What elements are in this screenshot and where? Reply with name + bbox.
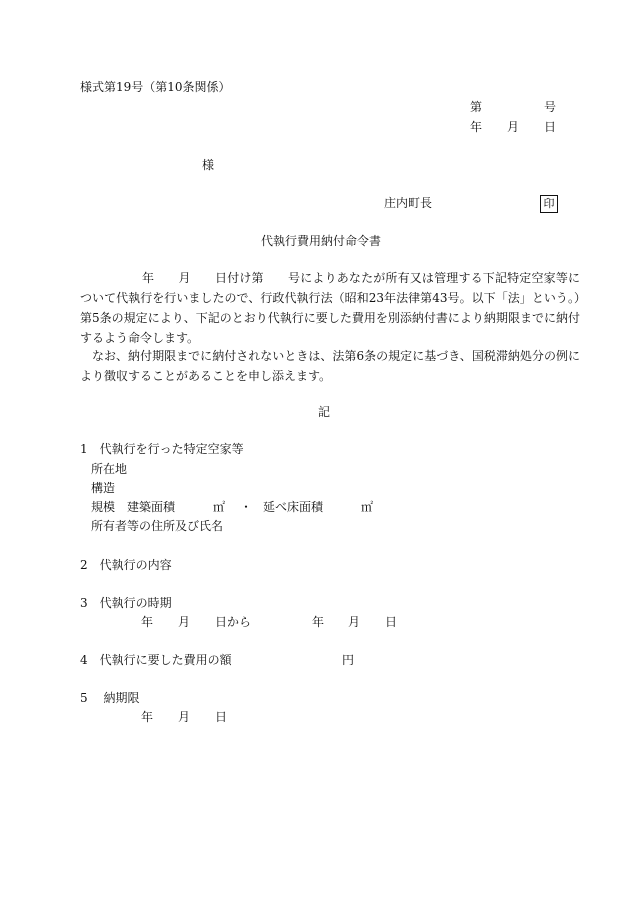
seal-stamp: 印 [540,195,558,213]
item1-floor-area-label: 延べ床面積 [263,500,324,514]
ki-heading: 記 [318,405,331,419]
item4-heading: 4 代執行に要した費用の額 [80,653,232,667]
issuer-name: 庄内町長 [384,196,433,210]
item3-from-month: 月 [178,615,191,629]
doc-date-year: 年 [470,120,483,134]
addressee-suffix: 様 [202,158,215,172]
doc-number-go: 号 [544,100,557,114]
item5-heading: 5 納期限 [80,691,140,705]
item1-owner-label: 所有者等の住所及び氏名 [91,519,224,533]
item3-to-month: 月 [348,615,361,629]
doc-date-month: 月 [507,120,520,134]
item1-separator: ・ [240,500,253,514]
item1-structure-label: 構造 [91,481,116,495]
item4-yen-unit: 円 [342,653,355,667]
document-title: 代執行費用納付命令書 [261,234,382,248]
doc-number-dai: 第 [470,100,483,114]
item3-to-year: 年 [312,615,325,629]
item3-from-day: 日から [215,615,252,629]
item3-from-year: 年 [141,615,154,629]
doc-date-day: 日 [544,120,557,134]
item1-sqm-unit-2: ㎡ [361,500,374,514]
body-paragraph-1: 年 月 日付け第 号によりあなたが所有又は管理する下記特定空家等について代執行を行いましたので、行政代執行法（昭和23年法律第43号。以下「法」という。）第5条の規定により、下記のとおり代執行に要した費用を別添納付書により納期限までに納付するよう命令します。 [80,271,580,345]
item1-sqm-unit-1: ㎡ [213,500,226,514]
item1-scale-label: 規模 建築面積 [91,500,176,514]
item5-year: 年 [141,710,154,724]
item3-heading: 3 代執行の時期 [80,596,172,610]
item2-heading: 2 代執行の内容 [80,558,172,572]
item5-day: 日 [215,710,228,724]
item3-to-day: 日 [385,615,398,629]
body-paragraph-2: なお、納付期限までに納付されないときは、法第6条の規定に基づき、国税滞納処分の例により徴収することがあることを申し添えます。 [80,349,580,383]
item5-month: 月 [178,710,191,724]
item1-location-label: 所在地 [91,462,128,476]
item1-heading: 1 代執行を行った特定空家等 [80,442,244,456]
form-number: 様式第19号（第10条関係） [80,80,231,94]
